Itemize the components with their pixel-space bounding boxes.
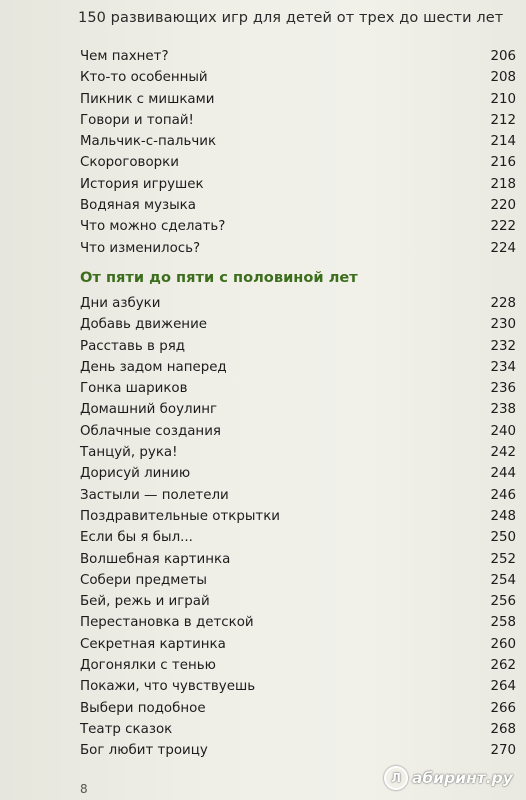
toc-entry-page: 250 [490, 530, 516, 546]
toc-entry-title: Гонка шариков [80, 381, 188, 397]
toc-entry-page: 206 [490, 49, 516, 64]
labirint-logo-icon: Л [384, 766, 408, 790]
toc-entry [80, 421, 516, 442]
toc-entry-title: История игрушек [80, 176, 204, 192]
toc-entry-title: Мальчик-с-пальчик [80, 134, 217, 150]
toc-entry-title: Что изменилось? [80, 240, 201, 256]
toc-entry-page: 240 [490, 423, 516, 439]
toc-entry [80, 591, 516, 612]
toc-entry-page: 218 [490, 176, 516, 192]
toc-entry-page: 236 [490, 381, 516, 397]
toc-entry-page: 212 [490, 112, 516, 128]
toc-entry [80, 549, 516, 570]
toc-entry-page: 252 [490, 551, 516, 567]
toc-entry-page: 246 [490, 487, 516, 503]
toc-entry-page: 222 [490, 219, 516, 235]
toc-entry-page: 228 [490, 296, 516, 311]
toc-entry [80, 570, 516, 591]
toc-entry-page: 234 [490, 359, 516, 375]
toc-entry-title: Водяная музыка [80, 198, 196, 214]
toc-entry-page: 268 [490, 721, 516, 737]
toc-entry-title: Выбери подобное [80, 700, 206, 716]
toc-entry-page: 210 [490, 91, 516, 107]
toc-entry-page: 214 [490, 134, 516, 150]
toc-entry-title: Танцуй, рука! [80, 445, 178, 461]
toc-entry [80, 442, 516, 463]
toc-entry-title: Домашний боулинг [80, 402, 218, 418]
toc-entry [80, 46, 516, 67]
toc-list-section [80, 293, 516, 762]
toc-entry [80, 238, 516, 259]
toc-entry [80, 336, 516, 357]
toc-entry-title: Театр сказок [80, 721, 173, 737]
toc-entry-title: Дорисуй линию [80, 466, 191, 482]
toc-entry-page: 262 [490, 658, 516, 674]
toc-entry-page: 248 [490, 508, 516, 524]
toc-entry [80, 293, 516, 314]
toc-entry-title: Пикник с мишками [80, 91, 215, 107]
toc-entry [80, 506, 516, 527]
toc-entry [80, 676, 516, 697]
toc-entry-title: Говори и топай! [80, 112, 194, 128]
running-header: 150 развивающих игр для детей от трех до шести лет [78, 10, 504, 26]
section-heading: От пяти до пяти с половиной лет [80, 269, 358, 286]
toc-entry-title: Бог любит троицу [80, 743, 208, 759]
toc-entry-title: Расставь в ряд [80, 338, 186, 354]
toc-entry [80, 174, 516, 195]
toc-entry [80, 67, 516, 88]
toc-entry-page: 266 [490, 700, 516, 716]
watermark-text: абиринт.ру [412, 769, 513, 787]
toc-entry-title: Догонялки с тенью [80, 658, 216, 674]
toc-entry [80, 719, 516, 740]
toc-entry-title: Поздравительные открытки [80, 508, 280, 524]
toc-entry [80, 131, 516, 152]
toc-entry-title: День задом наперед [80, 359, 227, 375]
toc-entry-title: Волшебная картинка [80, 551, 231, 567]
toc-entry-title: Скороговорки [80, 155, 179, 171]
toc-entry [80, 655, 516, 676]
toc-entry-page: 258 [490, 615, 516, 631]
toc-entry [80, 399, 516, 420]
toc-entry-title: Секретная картинка [80, 636, 226, 652]
toc-entry-title: Покажи, что чувствуешь [80, 679, 256, 695]
toc-entry-title: Кто-то особенный [80, 70, 208, 86]
toc-entry-page: 220 [490, 198, 516, 214]
toc-entry-page: 264 [490, 679, 516, 695]
toc-entry [80, 195, 516, 216]
toc-entry-title: Застыли — полетели [80, 487, 229, 503]
toc-entry-page: 242 [490, 445, 516, 461]
toc-entry [80, 89, 516, 110]
toc-entry-page: 254 [490, 572, 516, 588]
toc-entry-page: 256 [490, 594, 516, 610]
toc-entry [80, 357, 516, 378]
toc-entry-page: 260 [490, 636, 516, 652]
toc-entry-page: 224 [490, 240, 516, 256]
toc-entry [80, 314, 516, 335]
toc-entry-page: 216 [490, 155, 516, 171]
toc-entry-page: 270 [490, 743, 516, 759]
toc-entry-title: Добавь движение [80, 317, 208, 333]
toc-list-top [80, 46, 516, 259]
toc-entry-page: 238 [490, 402, 516, 418]
toc-entry [80, 152, 516, 173]
toc-entry-title: Дни азбуки [80, 296, 161, 311]
toc-entry-title: Облачные создания [80, 423, 221, 439]
toc-entry [80, 612, 516, 633]
toc-entry [80, 698, 516, 719]
toc-entry [80, 740, 516, 761]
toc-entry-title: Чем пахнет? [80, 49, 169, 64]
toc-entry-title: Бей, режь и играй [80, 594, 210, 610]
toc-entry [80, 527, 516, 548]
toc-entry-title: Если бы я был... [80, 530, 193, 546]
toc-entry-title: Собери предметы [80, 572, 207, 588]
toc-entry-page: 230 [490, 317, 516, 333]
toc-entry-title: Что можно сделать? [80, 219, 226, 235]
labirint-watermark [384, 766, 513, 790]
toc-entry [80, 216, 516, 237]
toc-entry-page: 208 [490, 70, 516, 86]
toc-entry-page: 244 [490, 466, 516, 482]
toc-entry [80, 634, 516, 655]
toc-entry [80, 378, 516, 399]
toc-entry-page: 232 [490, 338, 516, 354]
toc-entry [80, 485, 516, 506]
page-number: 8 [80, 782, 88, 796]
toc-entry [80, 110, 516, 131]
toc-entry-title: Перестановка в детской [80, 615, 254, 631]
toc-entry [80, 463, 516, 484]
